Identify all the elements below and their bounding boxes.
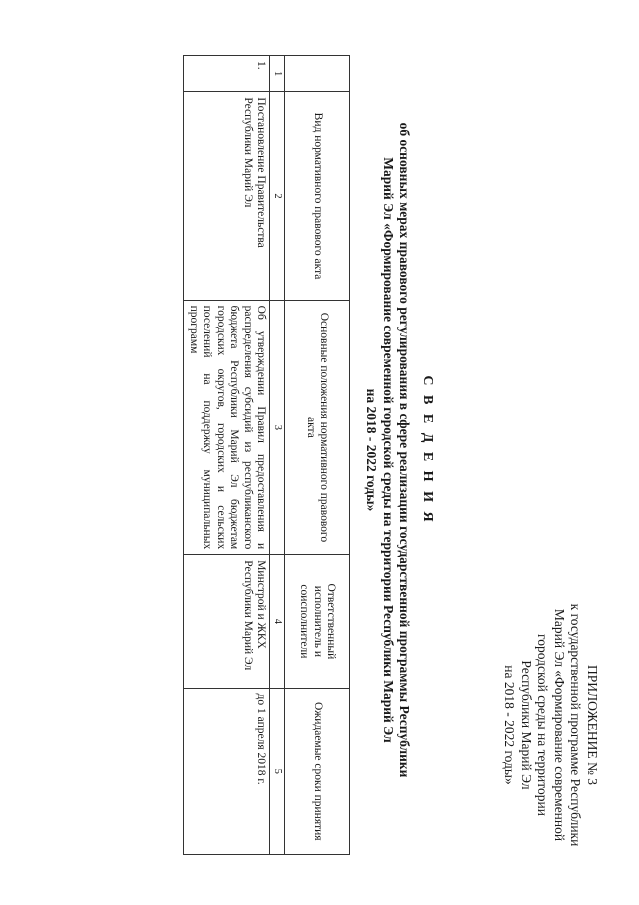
appendix-line: городской среды на территории	[535, 634, 551, 816]
column-number: 2	[270, 92, 285, 300]
column-number: 1	[270, 56, 285, 92]
column-number-row	[270, 56, 285, 855]
document-title	[363, 55, 435, 845]
header-cell-executor: Ответственный исполнитель и соисполнители	[285, 555, 350, 688]
table-header-row	[285, 56, 350, 855]
measures-table	[184, 55, 351, 855]
table-row	[184, 56, 270, 855]
column-number: 3	[270, 300, 285, 555]
title-caps: С В Е Д Е Н И Я	[420, 375, 435, 525]
row-deadline: до 1 апреля 2018 г.	[184, 688, 270, 854]
title-line: на 2018 - 2022 годы»	[364, 388, 380, 512]
rotated-sheet	[60, 35, 600, 865]
title-line: Марий Эл «Формирование современной городской среды на территории Республики Марий Эл	[381, 157, 396, 743]
header-cell-num	[285, 56, 350, 92]
row-number: 1.	[184, 56, 270, 92]
row-act-type: Постановление Правительства Республики Марий Эл	[184, 92, 270, 300]
appendix-line: на 2018 - 2022 годы»	[502, 665, 518, 785]
appendix-block	[501, 590, 600, 860]
column-number: 4	[270, 555, 285, 688]
row-executor: Минстрой и ЖКХ Республики Марий Эл	[184, 555, 270, 688]
appendix-line: Республики Марий Эл	[519, 660, 534, 790]
appendix-line: Марий Эл «Формирование современной	[552, 608, 567, 842]
row-provisions: Об утверждении Правил предоставления и распределения субсидий из республиканского бюджета Республики Марий Эл бюджетам городских округов, городских и сельских поселений на поддержку муниципальных программ	[184, 300, 270, 555]
header-cell-deadline: Ожидаемые сроки принятия	[285, 688, 350, 854]
appendix-line: ПРИЛОЖЕНИЕ № 3	[585, 664, 600, 786]
title-line: об основных мерах правового регулирования в сфере реализации государственной программы Республики	[397, 122, 413, 778]
appendix-line: к государственной программе Республики	[568, 603, 584, 847]
header-cell-type: Вид нормативного правового акта	[285, 92, 350, 300]
column-number: 5	[270, 688, 285, 854]
header-cell-provisions: Основные положения нормативного правового акта	[285, 300, 350, 555]
